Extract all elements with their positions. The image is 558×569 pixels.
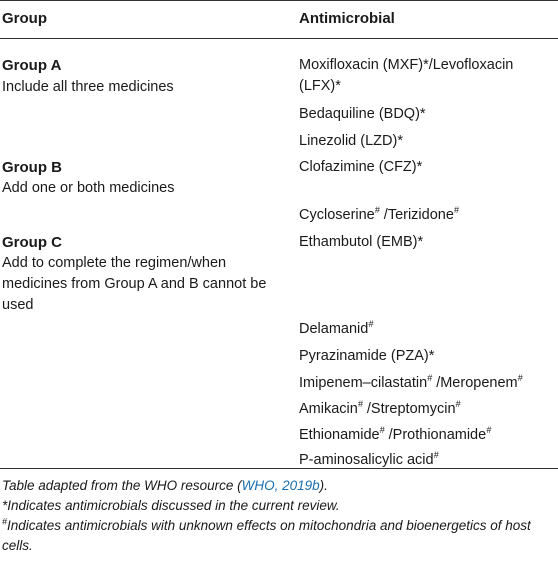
hash-note: #Indicates antimicrobials with unknown effects on mitochondria and bioenergetics of host cells.: [2, 516, 531, 553]
antimicrobial-p-aminosalicylic-acid: P-aminosalicylic acid#: [299, 450, 439, 468]
antimicrobial-imipenem: Imipenem–cilastatin# /Meropenem#: [299, 373, 523, 391]
table-bottom-rule: [0, 468, 558, 469]
antimicrobial-amikacin: Amikacin# /Streptomycin#: [299, 399, 461, 417]
antimicrobial-linezolid: Linezolid (LZD)*: [299, 133, 403, 149]
group-b-name: Group B: [2, 159, 62, 176]
group-a-description: Include all three medicines: [2, 79, 174, 95]
group-c-name: Group C: [2, 234, 62, 251]
asterisk-note: *Indicates antimicrobials discussed in the current review.: [2, 498, 340, 513]
group-c-description: Add to complete the regimen/when medicines from Group A and B cannot be used: [2, 255, 267, 313]
table-footnotes: [2, 476, 554, 556]
antimicrobial-delamanid: Delamanid#: [299, 319, 374, 337]
antimicrobial-pyrazinamide: Pyrazinamide (PZA)*: [299, 348, 435, 364]
antimicrobial-clofazimine: Clofazimine (CFZ)*: [299, 159, 423, 175]
group-a-name: Group A: [2, 57, 62, 74]
source-note: Table adapted from the WHO resource (WHO, 2019b).: [2, 478, 328, 493]
table-top-rule: [0, 0, 558, 1]
header-antimicrobial: Antimicrobial: [299, 10, 395, 27]
antimicrobial-cycloserine: Cycloserine# /Terizidone#: [299, 205, 459, 223]
table-header-rule: [0, 38, 558, 39]
antimicrobial-ethionamide: Ethionamide# /Prothionamide#: [299, 425, 492, 443]
antimicrobial-bedaquiline: Bedaquiline (BDQ)*: [299, 106, 426, 122]
header-group: Group: [2, 10, 47, 27]
group-b-description: Add one or both medicines: [2, 180, 175, 196]
antimicrobial-ethambutol: Ethambutol (EMB)*: [299, 234, 424, 250]
source-citation-link[interactable]: WHO, 2019b: [241, 478, 320, 493]
antimicrobial-moxifloxacin: Moxifloxacin (MXF)*/Levofloxacin (LFX)*: [299, 57, 514, 94]
